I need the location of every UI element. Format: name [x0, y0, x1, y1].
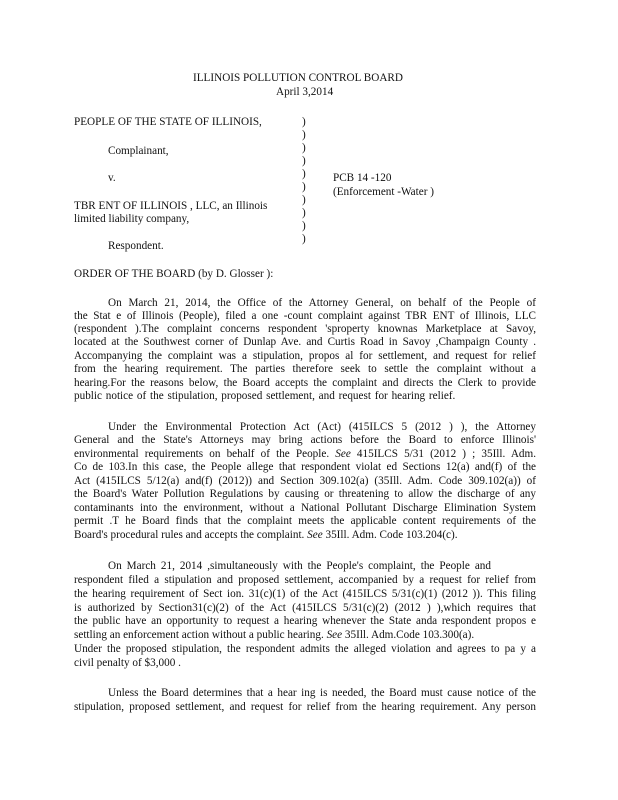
complainant-name: PEOPLE OF THE STATE OF ILLINOIS,: [74, 116, 262, 128]
paragraph-line: civil penalty of $3,000 .: [74, 657, 181, 669]
paragraph-line: respondent filed a stipulation and proposed settlement, accompanied by a request for relief from: [74, 574, 536, 586]
case-type: (Enforcement -Water ): [333, 186, 434, 198]
paragraph-line: located at the Southwest corner of Dunlap Ave. and Curtis Road in Savoy ,Champaign County .: [74, 336, 536, 348]
paragraph-line: Under the proposed stipulation, the respondent admits the alleged violation and agrees to pa y a: [74, 643, 536, 655]
paragraph-line: contaminants into the environment, without a National Pollutant Discharge Elimination System: [74, 502, 536, 514]
paragraph-line: Co de 103.In this case, the People allege that respondent violat ed Sections 12(a) and(f) of the: [74, 461, 536, 473]
paragraph-line: the public have an opportunity to request a hearing whenever the State anda respondent propos e: [74, 615, 536, 627]
paragraph-line: Act (415ILCS 5/12(a) and(f) (2012)) and Section 309.102(a) (35Ill. Adm. Code 309.102(a)) of: [74, 475, 536, 487]
paragraph-line: On March 21, 2014, the Office of the Attorney General, on behalf of the People of: [108, 297, 536, 309]
versus-label: v.: [108, 172, 116, 184]
complainant-label: Complainant,: [108, 145, 169, 157]
paragraph-line: from the hearing requirement. The parties therefore seek to settle the complaint without a: [74, 363, 536, 375]
case-number: PCB 14 -120: [333, 172, 392, 184]
paragraph-line: settling an enforcement action without a public hearing. See 35Ill. Adm.Code 103.300(a).: [74, 629, 475, 641]
paragraph-line: the Stat e of Illinois (People), filed a one -count complaint against TBR ENT of Illinois, LLC: [74, 310, 536, 322]
caption-parenthesis-column: ) ) ) ) ) ) ) ) ) ): [302, 116, 306, 245]
paragraph-line: permit .T he Board finds that the complaint meets the applicable content requirements of the: [74, 515, 536, 527]
respondent-label: Respondent.: [108, 240, 164, 252]
paragraph-line: Unless the Board determines that a hear ing is needed, the Board must cause notice of the: [108, 687, 536, 699]
paragraph-line: the Board's Water Pollution Regulations by causing or threatening to allow the discharge of any: [74, 488, 536, 500]
paragraph-line: Under the Environmental Protection Act (Act) (415ILCS 5 (2012 ) ), the Attorney: [108, 421, 536, 433]
order-date: April 3,2014: [276, 86, 334, 98]
paragraph-line: Accompanying the complaint was a stipulation, propos al for settlement, and request for relief: [74, 350, 536, 362]
paragraph-line: environmental requirements on behalf of the People. See 415ILCS 5/31 (2012 ) ; 35Ill. Adm.: [74, 448, 536, 460]
paragraph-line: the hearing requirement of Sect ion. 31(c)(1) of the Act (415ILCS 5/31(c)(1) (2012 )). This filing: [74, 588, 536, 600]
respondent-name-line2: limited liability company,: [74, 213, 190, 225]
paragraph-line: is authorized by Section31(c)(2) of the Act (415ILCS 5/31(c)(2) (2012 ) ),which requires that: [74, 602, 536, 614]
paragraph-line: (respondent ).The complaint concerns respondent 'sproperty knownas Marketplace at Savoy,: [74, 323, 536, 335]
paragraph-line: public notice of the stipulation, proposed settlement, and request for hearing relief.: [74, 390, 456, 402]
order-heading: ORDER OF THE BOARD (by D. Glosser ):: [74, 268, 274, 280]
paragraph-line: hearing.For the reasons below, the Board accepts the complaint and directs the Clerk to provide: [74, 377, 536, 389]
respondent-name-line1: TBR ENT OF ILLINOIS , LLC, an Illinois: [74, 200, 268, 212]
paragraph-line: General and the State's Attorneys may bring actions before the Board to enforce Illinois': [74, 434, 536, 446]
board-name: ILLINOIS POLLUTION CONTROL BOARD: [193, 72, 403, 84]
paragraph-line: Board's procedural rules and accepts the complaint. See 35Ill. Adm. Code 103.204(c).: [74, 529, 458, 541]
paragraph-line: On March 21, 2014 ,simultaneously with the People's complaint, the People and: [108, 560, 491, 572]
paragraph-line: stipulation, proposed settlement, and request for relief from the hearing requirement. Any person: [74, 701, 536, 713]
